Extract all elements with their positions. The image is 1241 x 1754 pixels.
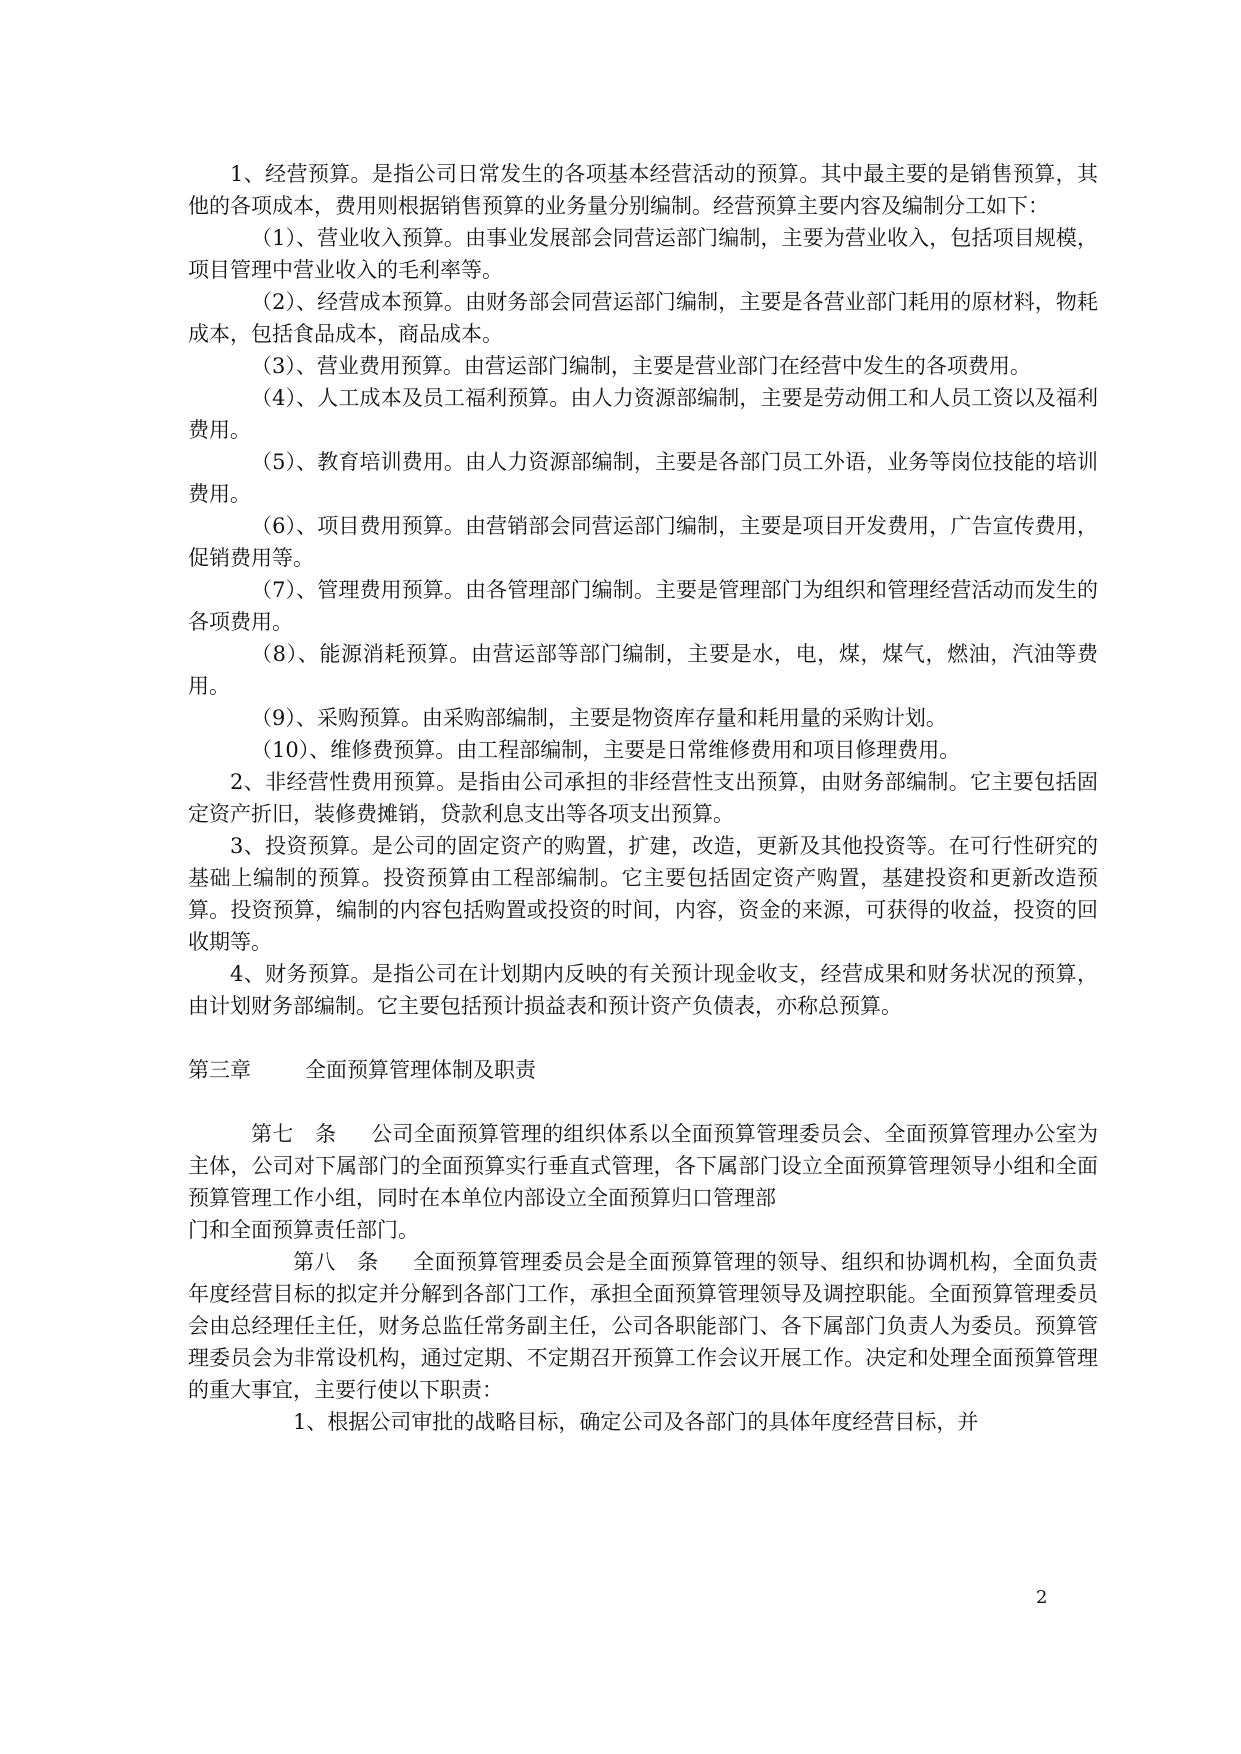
page-number: 2 [1036,1587,1048,1608]
article-7-continuation: 门和全面预算责任部门。 [188,1218,419,1242]
article-7 [188,1118,1098,1214]
chapter-number: 第三章 [188,1058,251,1082]
document-body [188,158,1098,1438]
article-7-text: 公司全面预算管理的组织体系以全面预算管理委员会、全面预算管理办公室为主体，公司对下属部门的全面预算实行垂直式管理，各下属部门设立全面预算管理领导小组和全面预算管理工作小组，同时在本单位内部设立全面预算归口管理部 [188,1122,1099,1210]
list-item-training-cost: （5）、教育培训费用。由人力资源部编制，主要是各部门员工外语，业务等岗位技能的培训费用。 [188,450,1098,506]
section-financial-budget: 4、财务预算。是指公司在计划期内反映的有关预计现金收支，经营成果和财务状况的预算，由计划财务部编制。它主要包括预计损益表和预计资产负债表，亦称总预算。 [188,962,1098,1018]
list-item-project-expense: （6）、项目费用预算。由营销部会同营运部门编制，主要是项目开发费用，广告宣传费用，促销费用等。 [188,514,1098,570]
list-item-maintenance: （10）、维修费预算。由工程部编制，主要是日常维修费用和项目修理费用。 [251,738,961,762]
section-operating-budget-intro: 1、经营预算。是指公司日常发生的各项基本经营活动的预算。其中最主要的是销售预算，其他的各项成本，费用则根据销售预算的业务量分别编制。经营预算主要内容及编制分工如下： [188,162,1098,218]
article-8-number: 第八 条 [293,1250,379,1274]
list-item-purchasing: （9）、采购预算。由采购部编制，主要是物资库存量和耗用量的采购计划。 [251,706,947,730]
article-7-number: 第七 条 [251,1122,337,1146]
chapter-title: 全面预算管理体制及职责 [305,1058,536,1082]
section-non-operating-budget: 2、非经营性费用预算。是指由公司承担的非经营性支出预算，由财务部编制。它主要包括固定资产折旧，装修费摊销，贷款利息支出等各项支出预算。 [188,770,1098,826]
article-8-text: 全面预算管理委员会是全面预算管理的领导、组织和协调机构，全面负责年度经营目标的拟定并分解到各部门工作，承担全面预算管理领导及调控职能。全面预算管理委员会由总经理任主任，财务总监任常务副主任，公司各职能部门、各下属部门负责人为委员。预算管理委员会为非常设机构，通过定期、不定期召开预算工作会议开展工作。决定和处理全面预算管理的重大事宜，主要行使以下职责： [188,1250,1099,1402]
blank-line [188,1086,1098,1118]
list-item-energy-consumption: （8）、能源消耗预算。由营运部等部门编制，主要是水，电，煤，煤气，燃油，汽油等费用。 [188,642,1098,698]
section-investment-budget: 3、投资预算。是公司的固定资产的购置，扩建，改造，更新及其他投资等。在可行性研究的基础上编制的预算。投资预算由工程部编制。它主要包括固定资产购置，基建投资和更新改造预算。投资预算，编制的内容包括购置或投资的时间，内容，资金的来源，可获得的收益，投资的回收期等。 [188,834,1098,954]
list-item-labor-cost: （4）、人工成本及员工福利预算。由人力资源部编制，主要是劳动佣工和人员工资以及福利费用。 [188,386,1098,442]
list-item-admin-expense: （7）、管理费用预算。由各管理部门编制。主要是管理部门为组织和管理经营活动而发生的各项费用。 [188,578,1098,634]
list-item-operating-cost: （2）、经营成本预算。由财务部会同营运部门编制，主要是各营业部门耗用的原材料，物耗成本，包括食品成本，商品成本。 [188,290,1098,346]
list-item-operating-revenue: （1）、营业收入预算。由事业发展部会同营运部门编制，主要为营业收入，包括项目规模，项目管理中营业收入的毛利率等。 [188,226,1098,282]
article-8-duty-1: 1、根据公司审批的战略目标，确定公司及各部门的具体年度经营目标，并 [293,1410,979,1434]
list-item-operating-expense: （3）、营业费用预算。由营运部门编制，主要是营业部门在经营中发生的各项费用。 [251,354,1031,378]
article-8 [188,1246,1098,1406]
blank-line [188,1022,1098,1054]
chapter-heading [188,1054,1098,1086]
